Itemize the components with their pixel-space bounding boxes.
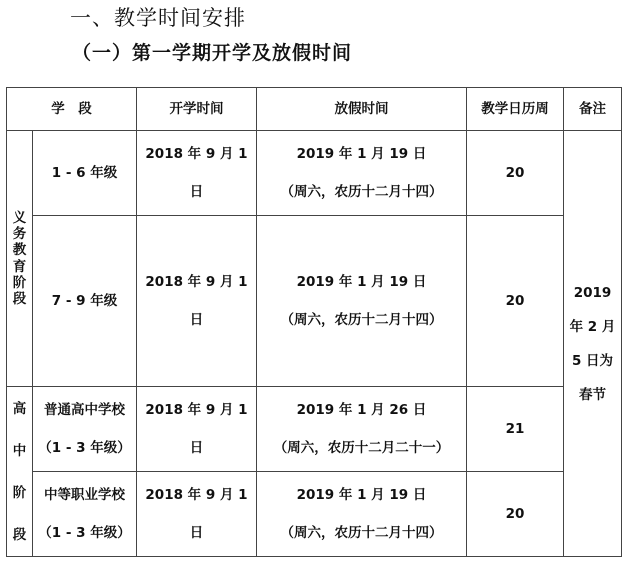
subsection-heading: （一）第一学期开学及放假时间 [72, 42, 353, 64]
header-stage: 学 段 [7, 88, 137, 131]
header-vacation: 放假时间 [257, 88, 467, 131]
header-weeks: 教学日历周 [467, 88, 564, 131]
table-row [7, 131, 622, 216]
weeks-cell: 20 [467, 131, 564, 216]
start-cell: 2018 年 9 月 1 日 [137, 216, 257, 387]
stage-cell: 7 - 9 年级 [33, 216, 137, 387]
vacation-cell: 2019 年 1 月 19 日 （周六，农历十二月十四） [257, 216, 467, 387]
schedule-table [6, 87, 622, 557]
start-cell: 2018 年 9 月 1 日 [137, 387, 257, 472]
table-row [7, 216, 622, 387]
weeks-cell: 21 [467, 387, 564, 472]
section-heading: 一、教学时间安排 [70, 6, 246, 30]
table-row [7, 472, 622, 557]
vacation-cell: 2019 年 1 月 19 日 （周六，农历十二月十四） [257, 472, 467, 557]
weeks-cell: 20 [467, 472, 564, 557]
weeks-cell: 20 [467, 216, 564, 387]
stage-cell: 中等职业学校 （1 - 3 年级） [33, 472, 137, 557]
group-compulsory: 义 务 教 育 阶 段 [7, 131, 33, 387]
start-cell: 2018 年 9 月 1 日 [137, 472, 257, 557]
note-cell: 2019 年 2 月 5 日为 春节 [564, 131, 622, 557]
stage-cell: 普通高中学校 （1 - 3 年级） [33, 387, 137, 472]
stage-cell: 1 - 6 年级 [33, 131, 137, 216]
group-high-school: 高 中 阶 段 [7, 387, 33, 557]
vacation-cell: 2019 年 1 月 26 日 （周六，农历十二月二十一） [257, 387, 467, 472]
header-start: 开学时间 [137, 88, 257, 131]
vacation-cell: 2019 年 1 月 19 日 （周六，农历十二月十四） [257, 131, 467, 216]
start-cell: 2018 年 9 月 1 日 [137, 131, 257, 216]
table-row [7, 387, 622, 472]
table-header-row [7, 88, 622, 131]
header-note: 备注 [564, 88, 622, 131]
